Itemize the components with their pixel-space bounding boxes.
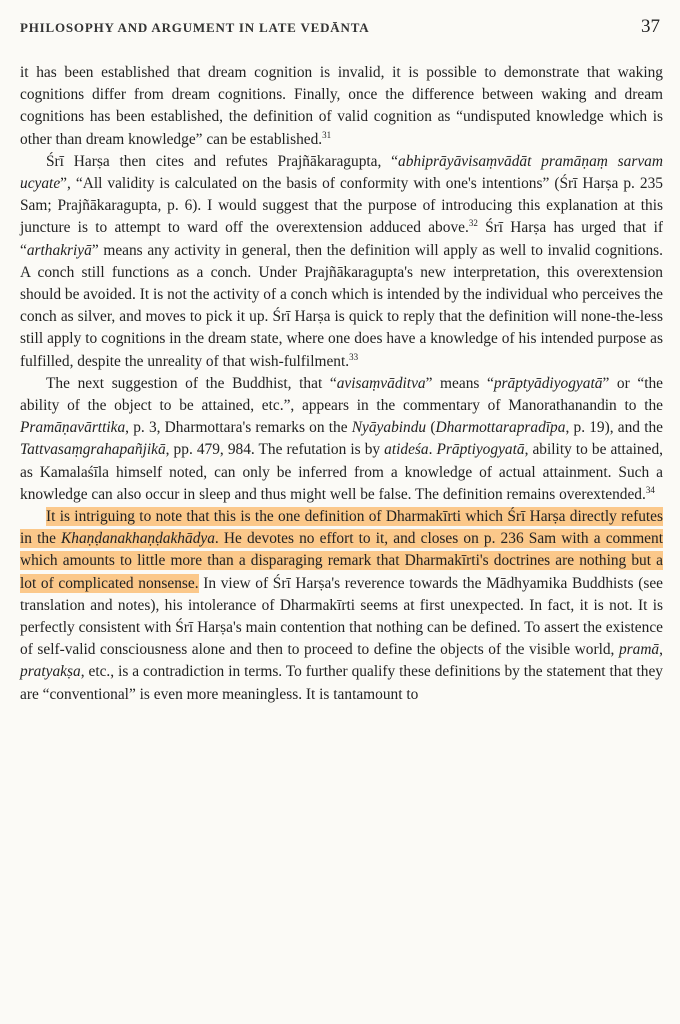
text-run: Śrī Harṣa then cites and refutes Prajñākaragupta, “ (46, 152, 398, 170)
paragraph (20, 62, 663, 151)
text-run: In view of Śrī Harṣa's reverence towards the Mādhyamika Buddhists (see translation and notes), his intolerance of Dharmakīrti seems at first unexpected. In fact, it is not. It is perfectly consistent with Śrī Harṣa's main contention that nothing can be defined. To assert the existence of self-valid consciousness alone and then to proceed to define the objects of the visible world, (20, 574, 663, 659)
italic-term: Dharmottarapradīpa (435, 419, 566, 437)
highlighted-text: . He devotes no effort to it, and closes on p. 236 Sam with a comment which amounts to little more than a disparaging remark that Dharmakīrti's doctrines are nothing but a lot of complicated nonsense. (20, 530, 663, 592)
italic-term: avisaṃvāditva (336, 374, 426, 392)
italic-term: Tattvasaṃgrahapañjikā (20, 441, 166, 459)
italic-term: Prāptiyogyatā (436, 441, 525, 459)
text-run: it has been established that dream cognition is invalid, it is possible to demonstrate that waking cognitions differ from dream cognitions. Finally, once the difference between waking and dream cognitions has been established, the definition of valid cognition as “undisputed knowledge which is other than dream knowledge” can be established. (20, 64, 663, 148)
paragraph (20, 151, 663, 373)
footnote-ref: 33 (349, 351, 359, 362)
page-header (20, 16, 660, 38)
text-run: , pp. 479, 984. The refutation is by (165, 441, 385, 459)
text-run: , etc., is a contradiction in terms. To further qualify these definitions by the statement that they are “conventional” is even more meaningless. It is tantamount to (20, 663, 663, 703)
italic-term: Pramāṇavārttika (20, 419, 126, 437)
paragraph (20, 373, 663, 506)
text-run: , p. 19), and the (565, 419, 663, 437)
highlighted-italic-term: Khaṇḍanakhaṇḍakhādya (61, 530, 215, 548)
text-run: . (428, 441, 437, 459)
text-run: The next suggestion of the Buddhist, that “ (46, 374, 337, 392)
paragraph (20, 506, 663, 706)
page-number: 37 (641, 16, 660, 37)
highlighted-text: It is intriguing to note that this is the one definition of Dharmakīrti which Śrī Harṣa directly refutes in the (20, 508, 663, 548)
text-run: , p. 3, Dharmottara's remarks on the (125, 419, 352, 437)
running-head: PHILOSOPHY AND ARGUMENT IN LATE VEDĀNTA (20, 20, 370, 35)
text-run: Śrī Harṣa has urged that if “ (20, 219, 663, 259)
body-text (20, 62, 663, 706)
italic-term: arthakriyā (26, 241, 92, 259)
italic-term: pratyakṣa (20, 663, 81, 681)
text-run: ” means any activity in general, then the definition will apply as well to invalid cognitions. A conch still functions as a conch. Under Prajñākaragupta's new interpretation, this overextension should be avoided. It is not the activity of a conch which is intended by the individual who perceives the conch as silver, and moves to pick it up. Śrī Harṣa is quick to reply that the definition will none-the-less still apply to cognitions in the dream state, where one does have a knowledge of his intended purpose as fulfilled, despite the unreality of that wish-fulfilment. (20, 241, 663, 370)
text-run: ” or “the ability of the object to be attained, etc.”, appears in the commentary of Manorathanandin to the (20, 374, 663, 415)
footnote-ref: 31 (322, 129, 332, 140)
italic-term: pramā (618, 641, 660, 659)
footnote-ref: 34 (645, 484, 655, 495)
text-run: ” means “ (425, 374, 494, 392)
italic-term: atideśa (384, 441, 429, 459)
text-run: , (659, 641, 663, 659)
italic-term: Nyāyabindu (351, 419, 427, 437)
text-run: ”, “All validity is calculated on the basis of conformity with one's intentions” (Śrī Harṣa p. 235 Sam; Prajñākaragupta, p. 6). I would suggest that the purpose of introducing this explanation at this juncture is to attempt to ward off the overextension adduced above. (20, 175, 663, 237)
italic-term: abhiprāyāvisaṃvādāt pramāṇaṃ sarvam ucyate (20, 152, 663, 193)
italic-term: prāptyādiyogyatā (493, 374, 603, 392)
text-run: , ability to be attained, as Kamalaśīla himself noted, can only be inferred from a knowledge of actual attainment. Such a knowledge can also occur in sleep and thus might well be false. The definition remains overextended. (20, 441, 664, 503)
text-run: ( (426, 419, 436, 437)
footnote-ref: 32 (468, 218, 478, 229)
